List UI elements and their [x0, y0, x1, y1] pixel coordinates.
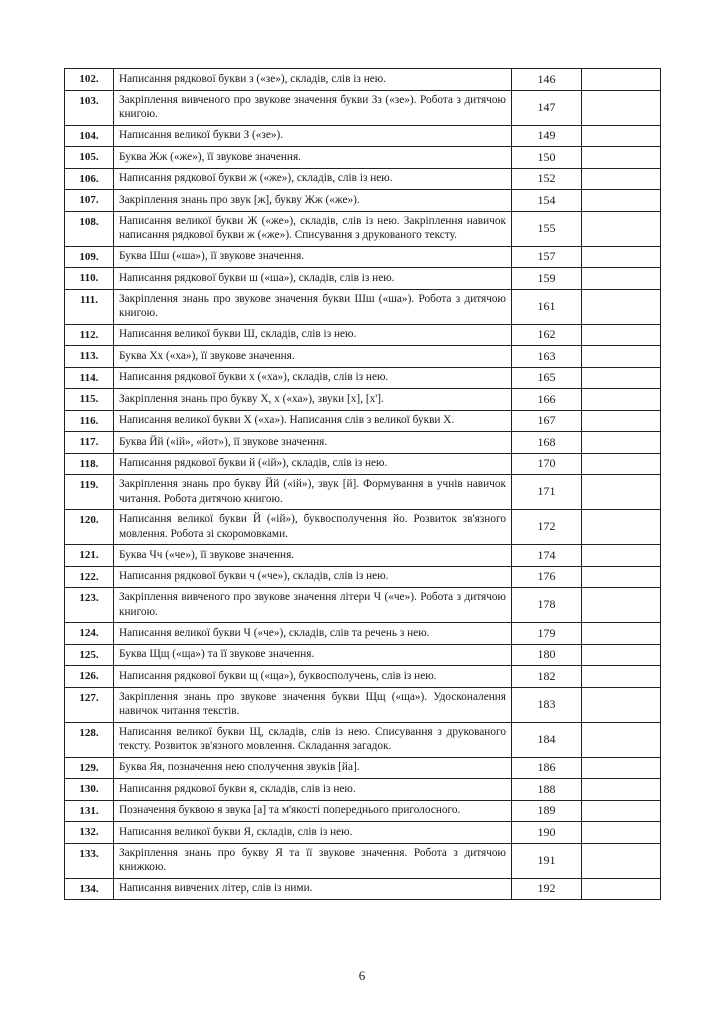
lesson-number-cell: 120.: [65, 510, 114, 545]
lesson-note-cell: [582, 644, 661, 666]
lesson-number-cell: 133.: [65, 843, 114, 878]
lesson-note-cell: [582, 623, 661, 645]
lesson-page-cell: 165: [512, 367, 582, 389]
lesson-number-cell: 119.: [65, 475, 114, 510]
lesson-title-cell: Написання великої букви Ж («же»), складів, слів із нею. Закріплення навичок написання рядкової букви ж («же»). Списування з друкованого тексту.: [114, 211, 512, 246]
lesson-note-cell: [582, 779, 661, 801]
lesson-page-cell: 180: [512, 644, 582, 666]
lesson-number-cell: 105.: [65, 147, 114, 169]
lesson-page-cell: 191: [512, 843, 582, 878]
lesson-note-cell: [582, 822, 661, 844]
table-row: [65, 822, 661, 844]
lesson-page-cell: 167: [512, 410, 582, 432]
lesson-number-cell: 128.: [65, 722, 114, 757]
table-row: [65, 190, 661, 212]
lesson-number-cell: 134.: [65, 878, 114, 900]
lesson-title-cell: Закріплення знань про звукове значення букви Щщ («ща»). Удосконалення навичок читання текстів.: [114, 687, 512, 722]
lesson-note-cell: [582, 389, 661, 411]
table-row: [65, 367, 661, 389]
table-row: [65, 246, 661, 268]
lesson-page-cell: 150: [512, 147, 582, 169]
lesson-title-cell: Буква Хх («ха»), її звукове значення.: [114, 346, 512, 368]
lesson-number-cell: 127.: [65, 687, 114, 722]
lesson-page-cell: 174: [512, 545, 582, 567]
lesson-note-cell: [582, 475, 661, 510]
lesson-note-cell: [582, 147, 661, 169]
lesson-title-cell: Буква Шш («ша»), її звукове значення.: [114, 246, 512, 268]
table-row: [65, 510, 661, 545]
lesson-page-cell: 190: [512, 822, 582, 844]
table-row: [65, 722, 661, 757]
lesson-title-cell: Написання рядкової букви й («ій»), складів, слів із нею.: [114, 453, 512, 475]
lesson-note-cell: [582, 545, 661, 567]
lesson-note-cell: [582, 666, 661, 688]
lesson-number-cell: 116.: [65, 410, 114, 432]
lesson-note-cell: [582, 410, 661, 432]
table-row: [65, 588, 661, 623]
lesson-page-cell: 152: [512, 168, 582, 190]
table-row: [65, 69, 661, 91]
lesson-title-cell: Буква Чч («че»), її звукове значення.: [114, 545, 512, 567]
lesson-page-cell: 192: [512, 878, 582, 900]
lesson-title-cell: Закріплення вивченого про звукове значення літери Ч («че»). Робота з дитячою книгою.: [114, 588, 512, 623]
page-number: 6: [358, 968, 366, 983]
lesson-page-cell: 170: [512, 453, 582, 475]
lesson-page-cell: 172: [512, 510, 582, 545]
table-row: [65, 757, 661, 779]
lesson-page-cell: 182: [512, 666, 582, 688]
lesson-title-cell: Написання великої букви Я, складів, слів із нею.: [114, 822, 512, 844]
lesson-number-cell: 113.: [65, 346, 114, 368]
lesson-number-cell: 111.: [65, 289, 114, 324]
lesson-number-cell: 131.: [65, 800, 114, 822]
lesson-title-cell: Написання рядкової букви ж («же»), складів, слів із нею.: [114, 168, 512, 190]
table-row: [65, 475, 661, 510]
lesson-title-cell: Буква Йй («ій», «йот»), її звукове значення.: [114, 432, 512, 454]
table-row: [65, 324, 661, 346]
lesson-title-cell: Написання вивчених літер, слів із ними.: [114, 878, 512, 900]
lesson-title-cell: Написання рядкової букви щ («ща»), буквосполучень, слів із нею.: [114, 666, 512, 688]
lesson-number-cell: 117.: [65, 432, 114, 454]
lesson-title-cell: Закріплення вивченого про звукове значення букви Зз («зе»). Робота з дитячою книгою.: [114, 90, 512, 125]
table-row: [65, 687, 661, 722]
lesson-number-cell: 106.: [65, 168, 114, 190]
lesson-note-cell: [582, 367, 661, 389]
lesson-title-cell: Написання великої букви Щ, складів, слів із нею. Списування з друкованого тексту. Розвиток зв'язного мовлення. Складання загадок.: [114, 722, 512, 757]
lesson-number-cell: 122.: [65, 566, 114, 588]
lesson-page-cell: 171: [512, 475, 582, 510]
table-row: [65, 545, 661, 567]
table-row: [65, 147, 661, 169]
lesson-page-cell: 184: [512, 722, 582, 757]
lesson-title-cell: Написання великої букви Ш, складів, слів із нею.: [114, 324, 512, 346]
lesson-title-cell: Закріплення знань про букву Я та її звукове значення. Робота з дитячою книжкою.: [114, 843, 512, 878]
table-row: [65, 800, 661, 822]
lesson-title-cell: Буква Яя, позначення нею сполучення звуків [йа].: [114, 757, 512, 779]
table-row: [65, 125, 661, 147]
lesson-number-cell: 125.: [65, 644, 114, 666]
lesson-plan-table-body: [65, 69, 661, 900]
table-row: [65, 566, 661, 588]
lesson-number-cell: 118.: [65, 453, 114, 475]
lesson-note-cell: [582, 324, 661, 346]
lesson-title-cell: Написання рядкової букви ш («ша»), складів, слів із нею.: [114, 268, 512, 290]
lesson-number-cell: 107.: [65, 190, 114, 212]
lesson-plan-table: [64, 68, 661, 900]
lesson-note-cell: [582, 246, 661, 268]
table-row: [65, 779, 661, 801]
lesson-note-cell: [582, 69, 661, 91]
lesson-page-cell: 179: [512, 623, 582, 645]
lesson-number-cell: 126.: [65, 666, 114, 688]
lesson-note-cell: [582, 722, 661, 757]
lesson-note-cell: [582, 268, 661, 290]
table-row: [65, 389, 661, 411]
lesson-number-cell: 108.: [65, 211, 114, 246]
lesson-note-cell: [582, 843, 661, 878]
lesson-page-cell: 154: [512, 190, 582, 212]
table-row: [65, 878, 661, 900]
table-row: [65, 623, 661, 645]
lesson-number-cell: 124.: [65, 623, 114, 645]
lesson-page-cell: 163: [512, 346, 582, 368]
lesson-page-cell: 189: [512, 800, 582, 822]
lesson-page-cell: 157: [512, 246, 582, 268]
lesson-number-cell: 102.: [65, 69, 114, 91]
lesson-page-cell: 161: [512, 289, 582, 324]
lesson-title-cell: Написання рядкової букви я, складів, слів із нею.: [114, 779, 512, 801]
lesson-number-cell: 104.: [65, 125, 114, 147]
lesson-number-cell: 121.: [65, 545, 114, 567]
lesson-note-cell: [582, 190, 661, 212]
lesson-number-cell: 132.: [65, 822, 114, 844]
lesson-note-cell: [582, 588, 661, 623]
lesson-number-cell: 130.: [65, 779, 114, 801]
lesson-title-cell: Закріплення знань про звукове значення букви Шш («ша»). Робота з дитячою книгою.: [114, 289, 512, 324]
table-row: [65, 432, 661, 454]
lesson-note-cell: [582, 90, 661, 125]
table-row: [65, 410, 661, 432]
table-row: [65, 211, 661, 246]
lesson-number-cell: 114.: [65, 367, 114, 389]
lesson-page-cell: 176: [512, 566, 582, 588]
lesson-page-cell: 166: [512, 389, 582, 411]
table-row: [65, 453, 661, 475]
lesson-number-cell: 129.: [65, 757, 114, 779]
lesson-number-cell: 115.: [65, 389, 114, 411]
lesson-note-cell: [582, 878, 661, 900]
lesson-note-cell: [582, 125, 661, 147]
lesson-note-cell: [582, 453, 661, 475]
lesson-number-cell: 112.: [65, 324, 114, 346]
lesson-page-cell: 188: [512, 779, 582, 801]
lesson-note-cell: [582, 211, 661, 246]
table-row: [65, 644, 661, 666]
lesson-note-cell: [582, 432, 661, 454]
lesson-page-cell: 168: [512, 432, 582, 454]
lesson-title-cell: Написання рядкової букви з («зе»), складів, слів із нею.: [114, 69, 512, 91]
table-row: [65, 268, 661, 290]
table-row: [65, 666, 661, 688]
lesson-title-cell: Буква Щщ («ща») та її звукове значення.: [114, 644, 512, 666]
lesson-note-cell: [582, 510, 661, 545]
lesson-title-cell: Написання великої букви Й («ій»), буквосполучення йо. Розвиток зв'язного мовлення. Робота зі скоромовками.: [114, 510, 512, 545]
lesson-number-cell: 103.: [65, 90, 114, 125]
lesson-title-cell: Написання рядкової букви ч («че»), складів, слів із нею.: [114, 566, 512, 588]
lesson-page-cell: 159: [512, 268, 582, 290]
lesson-number-cell: 109.: [65, 246, 114, 268]
lesson-note-cell: [582, 289, 661, 324]
lesson-note-cell: [582, 168, 661, 190]
lesson-note-cell: [582, 346, 661, 368]
lesson-title-cell: Закріплення знань про букву Йй («ій»), звук [й]. Формування в учнів навичок читання. Робота дитячою книгою.: [114, 475, 512, 510]
lesson-title-cell: Написання великої букви Х («ха»). Написання слів з великої букви Х.: [114, 410, 512, 432]
lesson-note-cell: [582, 687, 661, 722]
lesson-number-cell: 110.: [65, 268, 114, 290]
lesson-title-cell: Закріплення знань про звук [ж], букву Жж («же»).: [114, 190, 512, 212]
lesson-title-cell: Написання великої букви З («зе»).: [114, 125, 512, 147]
lesson-page-cell: 149: [512, 125, 582, 147]
table-row: [65, 168, 661, 190]
lesson-note-cell: [582, 566, 661, 588]
lesson-note-cell: [582, 757, 661, 779]
table-row: [65, 843, 661, 878]
table-row: [65, 90, 661, 125]
lesson-page-cell: 147: [512, 90, 582, 125]
lesson-title-cell: Позначення буквою я звука [а] та м'якості попереднього приголосного.: [114, 800, 512, 822]
lesson-title-cell: Буква Жж («же»), її звукове значення.: [114, 147, 512, 169]
lesson-title-cell: Написання великої букви Ч («че»), складів, слів та речень з нею.: [114, 623, 512, 645]
lesson-title-cell: Написання рядкової букви х («ха»), складів, слів із нею.: [114, 367, 512, 389]
lesson-page-cell: 146: [512, 69, 582, 91]
table-row: [65, 346, 661, 368]
lesson-number-cell: 123.: [65, 588, 114, 623]
lesson-note-cell: [582, 800, 661, 822]
table-row: [65, 289, 661, 324]
lesson-page-cell: 155: [512, 211, 582, 246]
lesson-page-cell: 186: [512, 757, 582, 779]
lesson-page-cell: 178: [512, 588, 582, 623]
lesson-page-cell: 162: [512, 324, 582, 346]
lesson-page-cell: 183: [512, 687, 582, 722]
lesson-title-cell: Закріплення знань про букву Х, х («ха»), звуки [х], [х'].: [114, 389, 512, 411]
